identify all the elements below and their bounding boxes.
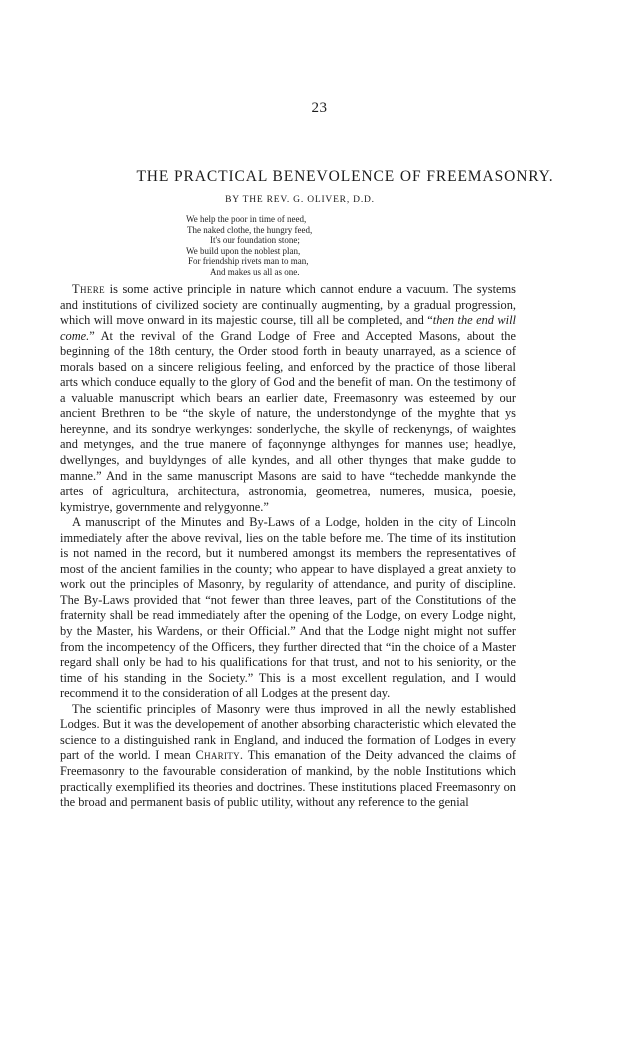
paragraph-text: is some active principle in nature which cannot endure a vacuum. The systems and institutions of civilized society are continually augmenting, by a gradual progression, which will move onward in its majestic course, till all be completed, and “ bbox=[60, 282, 516, 328]
epigraph-line: We help the poor in time of need, bbox=[186, 214, 307, 224]
page-number: 23 bbox=[311, 100, 328, 116]
article-title: THE PRACTICAL BENEVOLENCE OF FREEMASONRY. bbox=[136, 168, 554, 185]
italic-phrase: then the end will come. bbox=[60, 313, 516, 343]
paragraph-text: ” At the revival of the Grand Lodge of Free and Accepted Masons, about the beginning of the 18th century, the Order stood forth in beauty unarrayed, as a science of morals based on a sincere religious feeling, and enforced by the practice of those liberal arts which conduce equally to the glory of God and the benefit of man. On the testimony of a valuable manuscript which bears an earlier date, Freemasonry was esteemed by our ancient Brethren to be “the skyle of nature, the understondynge of the myghte that ys hereynne, and its sondrye werkynges: sonderlyche, the skylle of reckenyngs, of waightes and metynges, and the true manere of façonnynge althynges for mannes use; headlye, dwellynges, and buyldynges of alle kyndes, and all other thynges that make gudde to manne.” And in the same manuscript Masons are said to have “techedde mankynde the artes of agricultura, architectura, astronomia, geometrea, numeres, musica, poesie, kymistrye, governmente and relygyonne.” bbox=[60, 328, 516, 514]
body-paragraph bbox=[60, 515, 516, 702]
epigraph-line: And makes us all as one. bbox=[210, 266, 300, 277]
paragraph-lead-word: There bbox=[72, 282, 106, 296]
paragraph-text: This emanation of the Deity advanced the claims of Freemasonry to the favourable consideration of mankind, by the noble Institutions which practically exemplified its theories and doctrines. These institutions placed Freemasonry on the broad and permanent basis of public utility, without any reference to the genial bbox=[60, 748, 516, 810]
epigraph-line: For friendship rivets man to man, bbox=[188, 256, 309, 266]
paragraph-text: A manuscript of the Minutes and By-Laws of a Lodge, holden in the city of Lincoln immediately after the above revival, lies on the table before me. The time of its institution is not named in the record, but it numbered amongst its members the representatives of most of the ancient families in the county; who appear to have displayed a great anxiety to work out the principles of Masonry, by regularity of attendance, and purity of discipline. The By-Laws provided that “not fewer than three leaves, part of the Constitutions of the fraternity shall be read immediately after the opening of the Lodge, on every Lodge night, by the Master, his Wardens, or their Official.” And that the Lodge night might not suffer from the incompetency of the Officers, they further directed that “in the choice of a Master regard shall only be had to his qualifications for that trust, and not to his seniority, or the time of his standing in the Society.” This is a most excellent regulation, and I would recommend it to the consideration of all Lodges at the present day. bbox=[60, 515, 516, 701]
article-body bbox=[60, 282, 516, 811]
byline-prefix: BY THE bbox=[225, 195, 264, 205]
body-paragraph bbox=[60, 702, 516, 811]
epigraph bbox=[180, 214, 420, 277]
byline bbox=[180, 195, 420, 205]
paragraph-text: The scientific principles of Masonry were thus improved in all the newly established Lodges. But it was the developement of another absorbing characteristic which elevated the science to a distinguished rank in England, and induced the formation of Lodges in every part of the world. I mean bbox=[60, 701, 516, 763]
body-paragraph bbox=[60, 282, 516, 515]
epigraph-line: The naked clothe, the hungry feed, bbox=[187, 224, 313, 235]
small-caps-word: Charity. bbox=[195, 748, 244, 763]
epigraph-line: It's our foundation stone; bbox=[210, 235, 300, 245]
epigraph-line: We build upon the noblest plan, bbox=[186, 245, 301, 256]
author-name: REV. G. OLIVER, D.D. bbox=[266, 195, 375, 205]
